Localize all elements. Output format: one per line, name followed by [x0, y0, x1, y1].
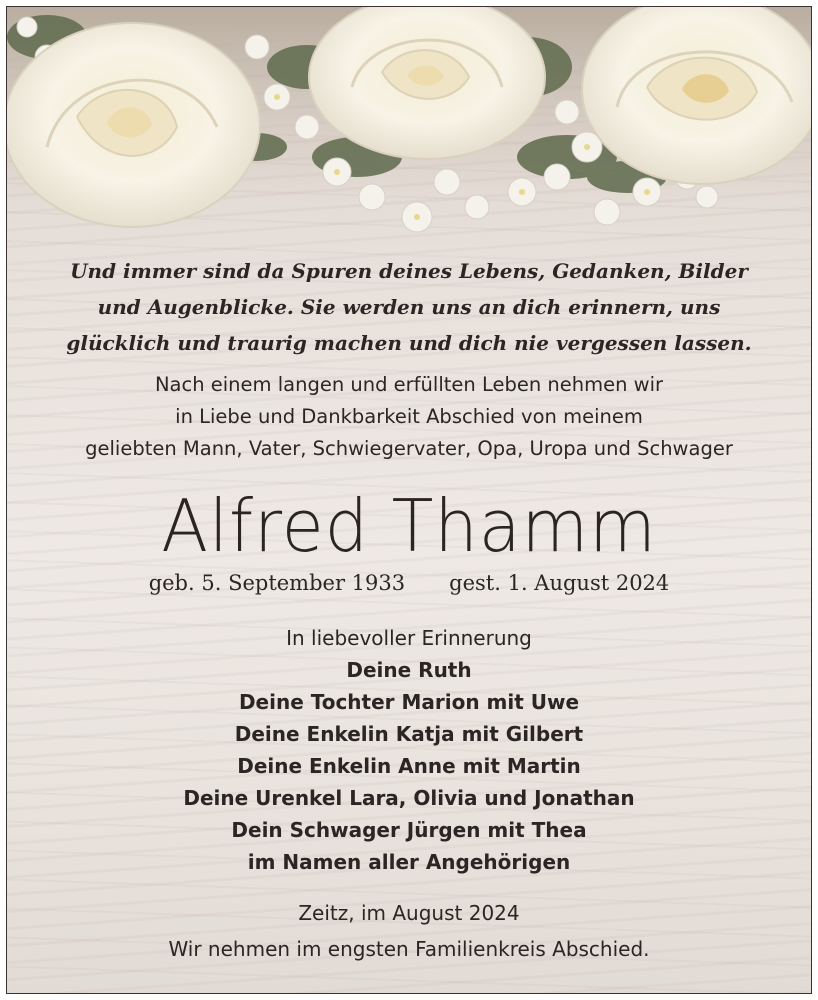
funeral-note: Wir nehmen im engsten Familienkreis Abschied.: [168, 937, 650, 961]
memory-line: In liebevoller Erinnerung: [286, 626, 532, 650]
intro-line: in Liebe und Dankbarkeit Abschied von meinem: [175, 405, 643, 428]
mourner-entry: Deine Tochter Marion mit Uwe: [238, 690, 580, 714]
white-roses-image: [7, 7, 811, 257]
mourner-entry: Dein Schwager Jürgen mit Thea: [231, 818, 587, 842]
intro-line: geliebten Mann, Vater, Schwiegervater, Opa, Uropa und Schwager: [85, 437, 733, 460]
quote-line: glücklich und traurig machen und dich nie vergessen lassen.: [66, 331, 752, 355]
mourners-list: [7, 654, 811, 878]
quote-line: Und immer sind da Spuren deines Lebens, Gedanken, Bilder: [70, 259, 748, 283]
life-dates: [7, 567, 811, 599]
place-and-date: Zeitz, im August 2024: [298, 901, 520, 925]
intro-line: Nach einem langen und erfüllten Leben nehmen wir: [154, 373, 664, 396]
mourner-entry: Deine Enkelin Anne mit Martin: [237, 754, 581, 778]
mourner-entry: Deine Urenkel Lara, Olivia und Jonathan: [183, 786, 635, 810]
intro-text: [7, 369, 811, 465]
memorial-quote: [7, 253, 811, 361]
deceased-name: Alfred Thamm: [161, 484, 657, 568]
mourner-entry: Deine Enkelin Katja mit Gilbert: [234, 722, 584, 746]
birth-date: geb. 5. September 1933: [148, 571, 406, 595]
mourner-entry: im Namen aller Angehörigen: [247, 850, 571, 874]
obituary-card: [6, 6, 812, 994]
mourner-entry: Deine Ruth: [346, 658, 472, 682]
quote-line: und Augenblicke. Sie werden uns an dich erinnern, uns: [97, 295, 721, 319]
death-date: gest. 1. August 2024: [449, 571, 670, 595]
